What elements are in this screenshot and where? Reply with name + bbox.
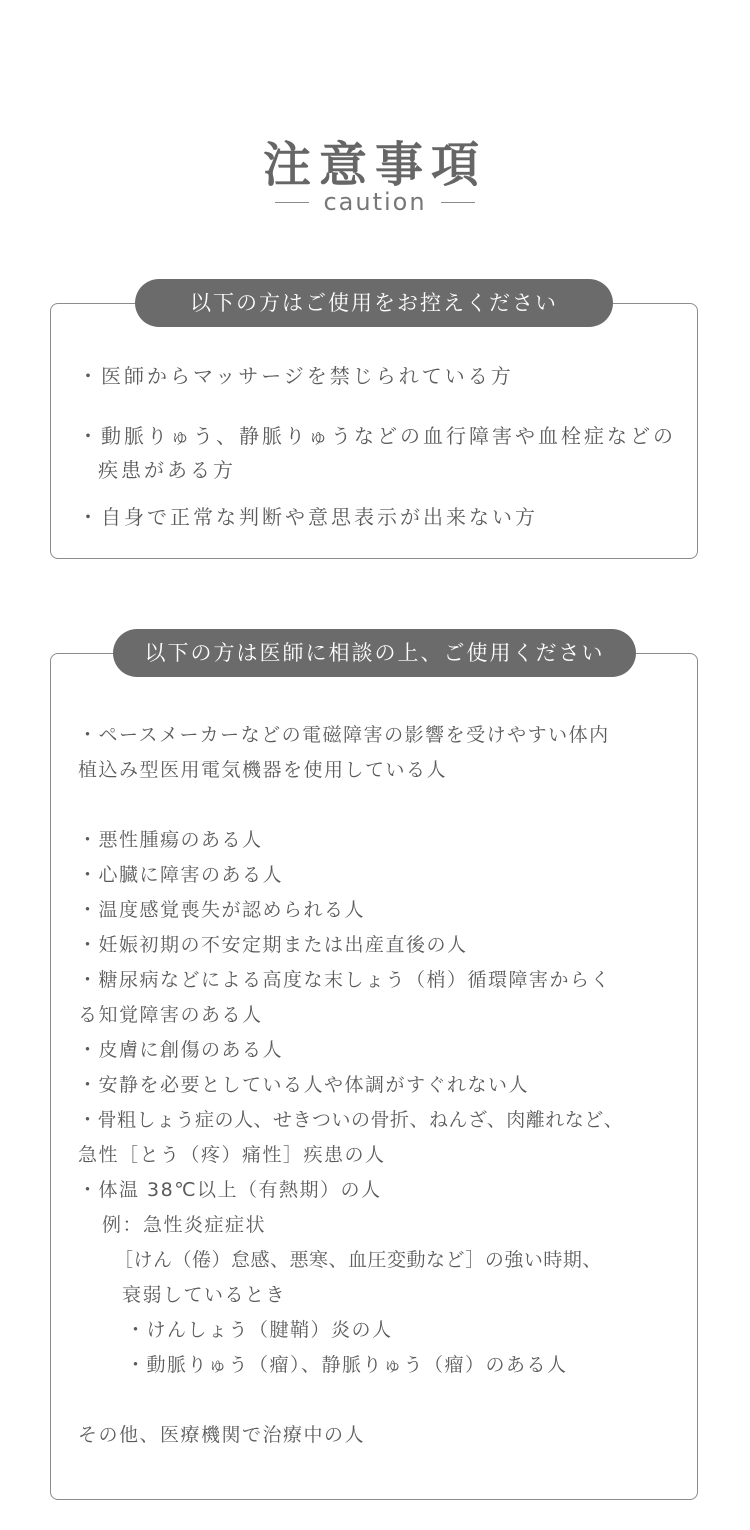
consult-item: ・心臓に障害のある人 xyxy=(78,864,284,886)
consult-item: ・ペースメーカーなどの電磁障害の影響を受けやすい体内 xyxy=(78,724,610,746)
consult-item-continuation: 植込み型医用電気機器を使用している人 xyxy=(78,759,448,781)
consult-footer-note: その他、医療機関で治療中の人 xyxy=(78,1424,366,1446)
consult-doctor-heading: 以下の方は医師に相談の上、ご使用ください xyxy=(113,629,636,677)
example-detail: ［けん（倦）怠感、悪寒、血圧変動など］の強い時期、 xyxy=(114,1249,602,1271)
avoid-item: ・自身で正常な判断や意思表示が出来ない方 xyxy=(78,505,538,529)
consult-item-continuation: る知覚障害のある人 xyxy=(78,1004,263,1026)
consult-item: ・悪性腫瘍のある人 xyxy=(78,829,263,851)
avoid-use-heading: 以下の方はご使用をお控えください xyxy=(135,279,613,327)
consult-item: ・糖尿病などによる高度な末しょう（梢）循環障害からく xyxy=(78,969,612,991)
consult-item: ・妊娠初期の不安定期または出産直後の人 xyxy=(78,934,468,956)
example-detail-continuation: 衰弱しているとき xyxy=(122,1284,287,1306)
page-title: 注意事項 xyxy=(262,137,487,193)
example-subitem: ・けんしょう（腱鞘）炎の人 xyxy=(126,1319,393,1341)
consult-item: ・骨粗しょう症の人、せきついの骨折、ねんざ、肉離れなど、 xyxy=(78,1109,624,1131)
avoid-item: ・動脈りゅう、静脈りゅうなどの血行障害や血栓症などの xyxy=(78,424,676,448)
subtitle-rule-left xyxy=(275,202,309,203)
example-subitem: ・動脈りゅう（瘤）、静脈りゅう（瘤）のある人 xyxy=(126,1354,568,1376)
consult-item-continuation: 急性［とう（疼）痛性］疾患の人 xyxy=(78,1144,386,1166)
caution-subtitle xyxy=(0,186,750,218)
consult-item: ・温度感覚喪失が認められる人 xyxy=(78,899,366,921)
consult-item: ・体温 38℃以上（有熱期）の人 xyxy=(78,1179,382,1201)
avoid-item-continuation: 疾患がある方 xyxy=(98,458,236,482)
subtitle-rule-right xyxy=(441,202,475,203)
consult-item: ・安静を必要としている人や体調がすぐれない人 xyxy=(78,1074,530,1096)
example-label: 例：急性炎症症状 xyxy=(102,1214,267,1236)
consult-item: ・皮膚に創傷のある人 xyxy=(78,1039,284,1061)
avoid-item: ・医師からマッサージを禁じられている方 xyxy=(78,364,514,388)
subtitle-text: caution xyxy=(323,188,427,216)
